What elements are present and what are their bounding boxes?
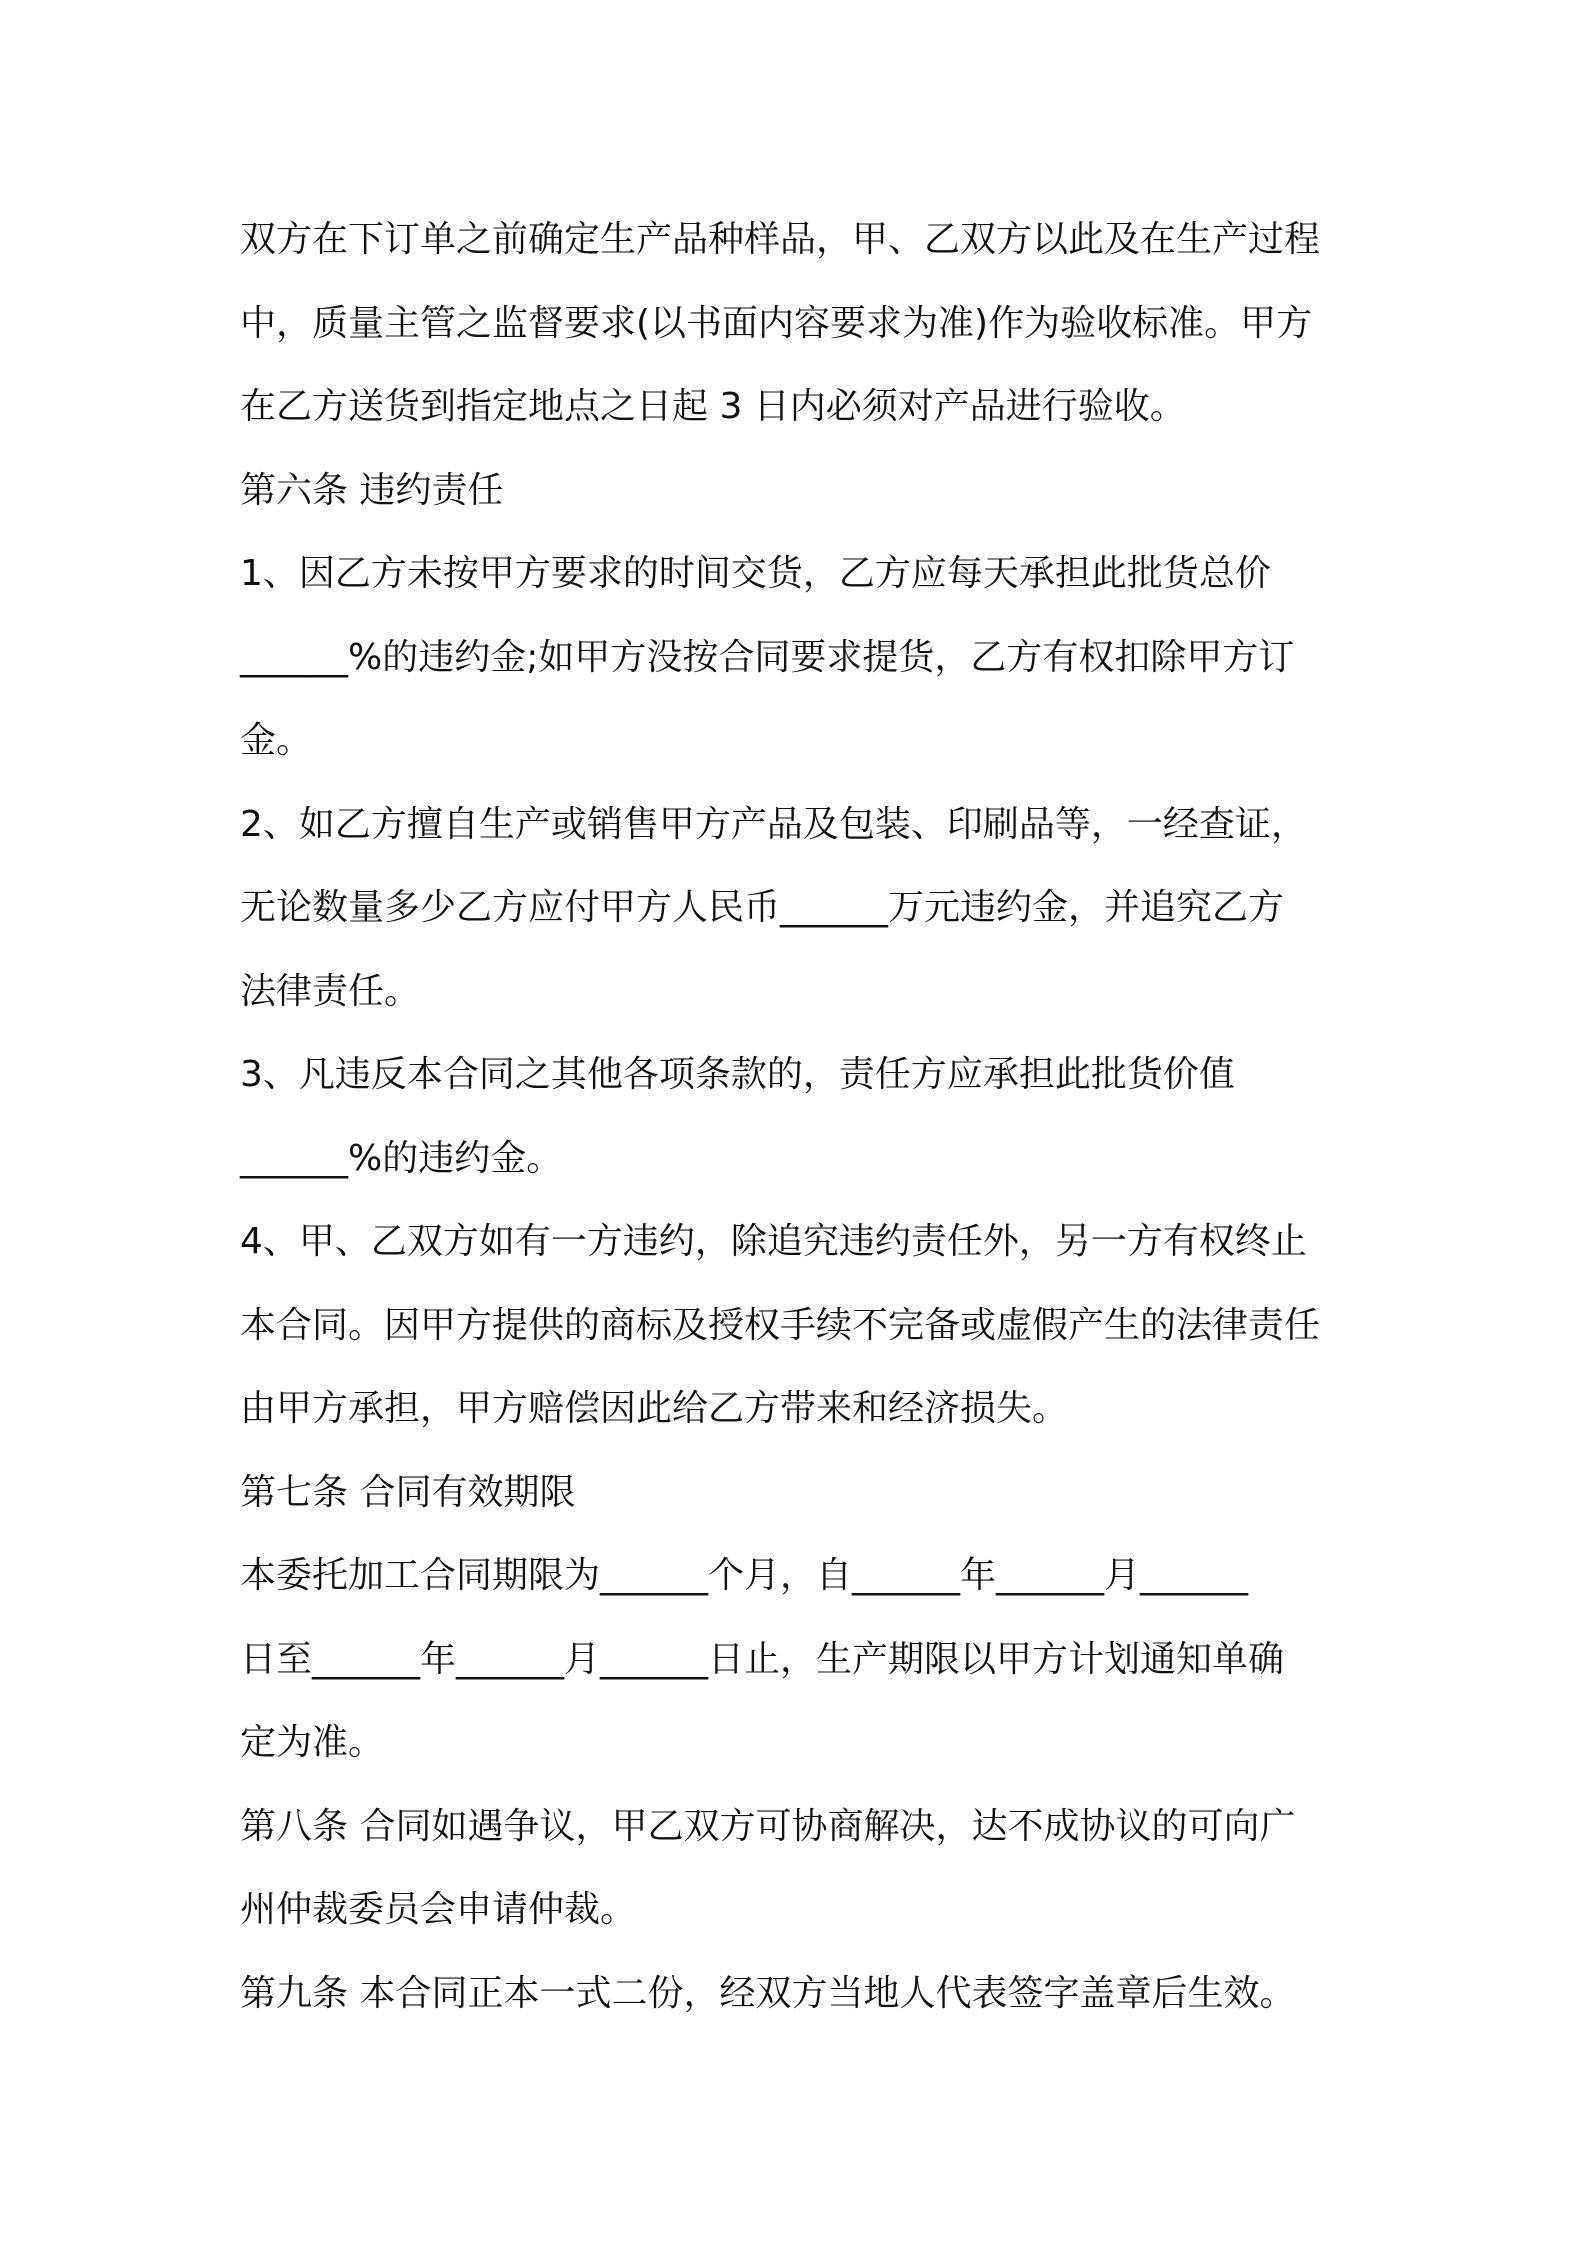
text-line: 无论数量多少乙方应付甲方人民币______万元违约金，并追究乙方	[240, 887, 1285, 928]
text-line: 3、凡违反本合同之其他各项条款的，责任方应承担此批货价值	[240, 1054, 1235, 1095]
text-line: 2、如乙方擅自生产或销售甲方产品及包装、印刷品等，一经查证，	[240, 803, 1307, 845]
text-line: 本委托加工合同期限为______个月，自______年______月______	[240, 1555, 1249, 1596]
section-heading-article-7: 第七条 合同有效期限	[240, 1471, 576, 1513]
section-article-9: 第九条 本合同正本一式二份，经双方当地人代表签字盖章后生效。	[240, 1972, 1296, 2014]
text-line: 日至______年______月______日止，生产期限以甲方计划通知单确	[240, 1638, 1285, 1680]
text-line: ______%的违约金;如甲方没按合同要求提货，乙方有权扣除甲方订	[240, 636, 1295, 678]
text-line: 州仲裁委员会申请仲裁。	[240, 1889, 637, 1930]
section-article-8: 第八条 合同如遇争议，甲乙双方可协商解决，达不成协议的可向广	[240, 1805, 1296, 1847]
text-line: 4、甲、乙双方如有一方违约，除追究违约责任外，另一方有权终止	[240, 1221, 1307, 1262]
text-line: 在乙方送货到指定地点之日起 3 日内必须对产品进行验收。	[240, 386, 1186, 427]
text-line: ______%的违约金。	[240, 1137, 563, 1179]
text-line: 法律责任。	[240, 970, 421, 1012]
text-line: 双方在下订单之前确定生产品种样品，甲、乙双方以此及在生产过程	[240, 219, 1321, 260]
document-body	[240, 198, 1360, 2035]
section-heading-article-6: 第六条 违约责任	[240, 469, 504, 511]
text-line: 由甲方承担，甲方赔偿因此给乙方带来和经济损失。	[240, 1388, 1069, 1429]
text-line: 金。	[240, 720, 313, 761]
text-line: 定为准。	[240, 1722, 385, 1763]
text-line: 中，质量主管之监督要求(以书面内容要求为准)作为验收标准。甲方	[240, 302, 1313, 344]
text-line: 本合同。因甲方提供的商标及授权手续不完备或虚假产生的法律责任	[240, 1304, 1321, 1346]
text-line: 1、因乙方未按甲方要求的时间交货，乙方应每天承担此批货总价	[240, 553, 1271, 594]
